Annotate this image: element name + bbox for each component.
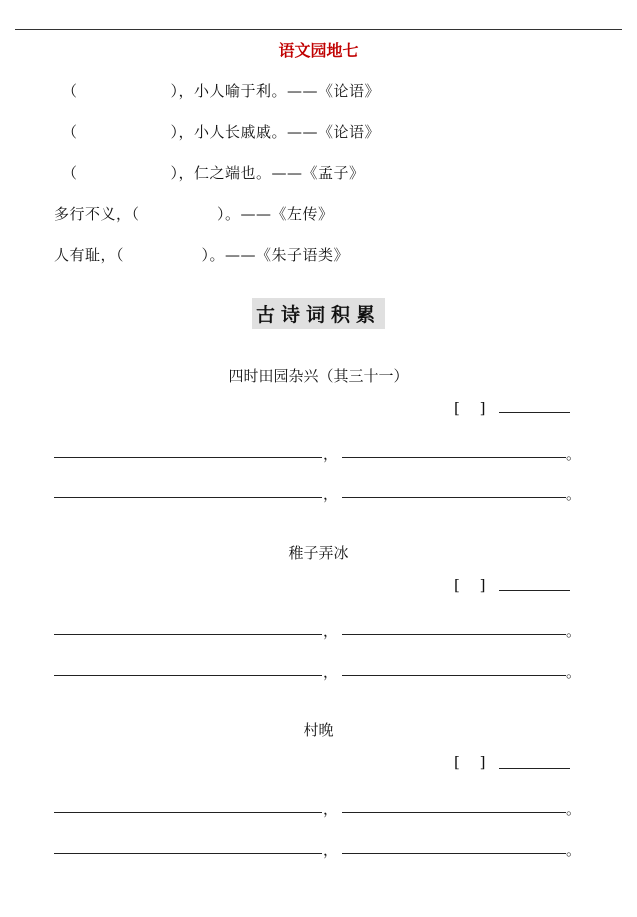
subtitle: 古诗词积累 xyxy=(252,298,385,329)
poem-2-comma-1: ， xyxy=(323,622,339,640)
poem-3-author-blank[interactable] xyxy=(499,768,570,769)
poem-2-period-1: 。 xyxy=(566,622,582,640)
poem-2-line-1a-blank[interactable] xyxy=(54,634,322,635)
poem-3-comma-1: ， xyxy=(323,800,339,818)
subtitle-wrap xyxy=(0,298,637,329)
poem-2-author-bracket: [ ] xyxy=(454,576,486,594)
poem-3-period-1: 。 xyxy=(566,800,582,818)
poem-1-comma-1: ， xyxy=(323,445,339,463)
poem-3-comma-2: ， xyxy=(323,841,339,859)
poem-3-period-2: 。 xyxy=(566,841,582,859)
poem-1-period-1: 。 xyxy=(566,445,582,463)
poem-2-comma-2: ， xyxy=(323,663,339,681)
poem-2-line-1b-blank[interactable] xyxy=(342,634,566,635)
top-rule xyxy=(15,29,622,30)
poem-3-line-1b-blank[interactable] xyxy=(342,812,566,813)
quote-fill-3: （ ），仁之端也。——《孟子》 xyxy=(62,164,365,182)
poem-1-line-1b-blank[interactable] xyxy=(342,457,566,458)
quote-fill-1: （ ），小人喻于利。——《论语》 xyxy=(62,82,381,100)
quote-fill-4: 多行不义，（ ）。——《左传》 xyxy=(54,205,334,223)
poem-2-period-2: 。 xyxy=(566,663,582,681)
poem-1-author-bracket: [ ] xyxy=(454,399,486,417)
poem-3-line-2a-blank[interactable] xyxy=(54,853,322,854)
poem-3-author-bracket: [ ] xyxy=(454,753,486,771)
poem-1-author-blank[interactable] xyxy=(499,412,570,413)
poem-3-line-1a-blank[interactable] xyxy=(54,812,322,813)
quote-fill-5: 人有耻，（ ）。——《朱子语类》 xyxy=(54,246,350,264)
poem-title-1: 四时田园杂兴（其三十一） xyxy=(228,367,409,385)
poem-1-comma-2: ， xyxy=(323,485,339,503)
poem-title-2: 稚子弄冰 xyxy=(288,544,349,562)
poem-2-line-2b-blank[interactable] xyxy=(342,675,566,676)
poem-1-line-2a-blank[interactable] xyxy=(54,497,322,498)
quote-fill-2: （ ），小人长戚戚。——《论语》 xyxy=(62,123,381,141)
poem-2-author-blank[interactable] xyxy=(499,590,570,591)
section-title: 语文园地七 xyxy=(278,41,359,60)
poem-3-line-2b-blank[interactable] xyxy=(342,853,566,854)
poem-1-line-2b-blank[interactable] xyxy=(342,497,566,498)
poem-1-line-1a-blank[interactable] xyxy=(54,457,322,458)
poem-title-3: 村晚 xyxy=(303,721,334,739)
poem-1-period-2: 。 xyxy=(566,485,582,503)
poem-2-line-2a-blank[interactable] xyxy=(54,675,322,676)
